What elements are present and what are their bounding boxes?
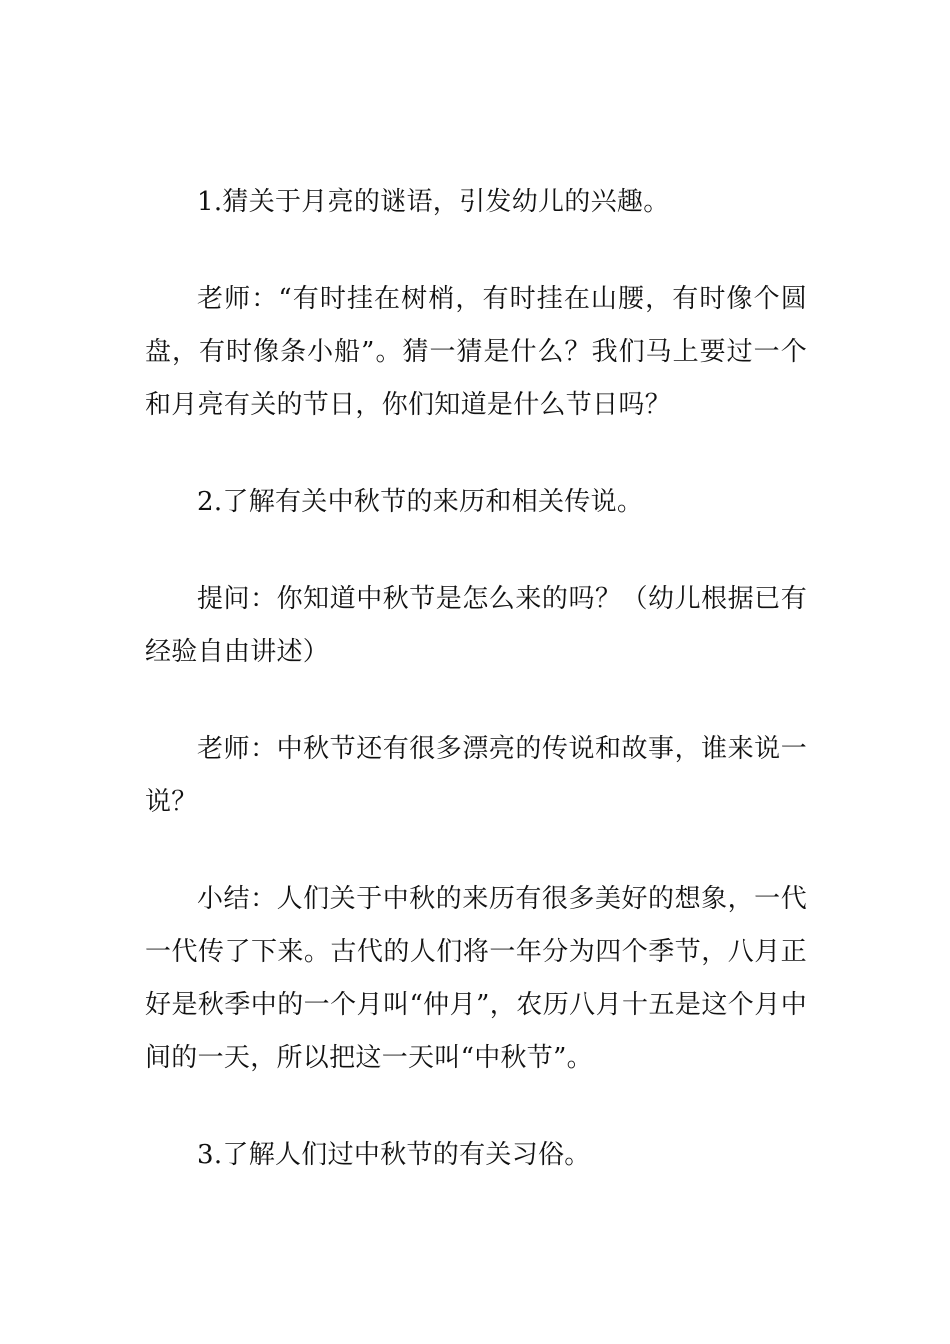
step-heading-riddle: 1.猜关于月亮的谜语，引发幼儿的兴趣。 — [197, 187, 670, 217]
step-heading-customs: 3.了解人们过中秋节的有关习俗。 — [197, 1140, 591, 1170]
step-heading-origin: 2.了解有关中秋节的来历和相关传说。 — [197, 487, 644, 517]
summary-paragraph: 小结：人们关于中秋的来历有很多美好的想象，一代一代传了下来。古代的人们将一年分为四个季节，八月正好是秋季中的一个月叫“仲月”，农历八月十五是这个月中间的一天，所以把这一天叫“中秋节”。 — [145, 884, 807, 1073]
document-body — [145, 176, 807, 1182]
teacher-legend-paragraph: 老师：中秋节还有很多漂亮的传说和故事，谁来说一说？ — [145, 734, 807, 817]
teacher-riddle-paragraph: 老师：“有时挂在树梢，有时挂在山腰，有时像个圆盘，有时像条小船”。猜一猜是什么？我们马上要过一个和月亮有关的节日，你们知道是什么节日吗？ — [145, 284, 807, 420]
question-paragraph: 提问：你知道中秋节是怎么来的吗？（幼儿根据已有经验自由讲述） — [145, 584, 807, 667]
